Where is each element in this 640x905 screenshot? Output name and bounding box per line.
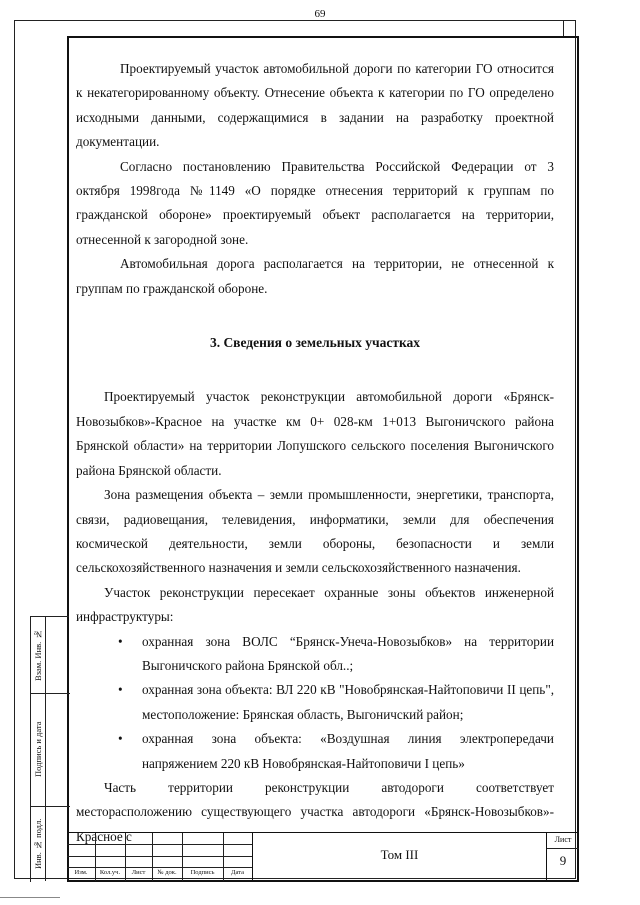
document-body bbox=[76, 57, 554, 849]
col-date: Дата bbox=[231, 869, 244, 876]
paragraph-3: Автомобильная дорога располагается на территории, не отнесенной к группам по гражданской обороне. bbox=[76, 256, 554, 296]
sheet-box bbox=[546, 833, 579, 881]
volume-label: Том III bbox=[380, 847, 419, 862]
col-change: Изм. bbox=[74, 869, 88, 876]
section-heading: 3. Сведения о земельных участках bbox=[209, 335, 421, 351]
title-block-center bbox=[252, 833, 546, 881]
list-item bbox=[76, 630, 554, 679]
col-count: Кол.уч. bbox=[99, 869, 121, 876]
side-stamp bbox=[30, 616, 69, 882]
col-sheet: Лист bbox=[131, 869, 146, 876]
sheet-label: Лист bbox=[554, 835, 572, 844]
col-doc-number: № док. bbox=[157, 869, 177, 876]
bullet-icon: • bbox=[118, 682, 123, 698]
bullet-list bbox=[76, 630, 554, 776]
list-item bbox=[76, 678, 554, 727]
list-item-text: охранная зона объекта: «Воздушная линия электропередачи напряжением 220 кВ Новобрянская-Найтоповичи I цепь» bbox=[142, 731, 554, 771]
paragraph-2: Согласно постановлению Правительства Российской Федерации от 3 октября 1998года №1149 «О порядке отнесения территорий к группам по гражданской обороне» проектируемый объект располагается на территории, отнесенной к загородной зоне. bbox=[76, 158, 554, 247]
list-item-text: охранная зона объекта: ВЛ 220 кВ "Новобрянская-Найтоповичи II цепь", местоположение: Брянская область, Выгоничский район; bbox=[142, 682, 554, 722]
page-number: 69 bbox=[314, 8, 326, 20]
bullet-icon: • bbox=[118, 633, 123, 649]
title-block bbox=[67, 832, 579, 882]
replacement-inventory-label: Взам. Инв. № bbox=[33, 629, 43, 681]
paragraph-5: Зона размещения объекта – земли промышленности, энергетики, транспорта, связи, радиовещания, телевидения, информатики, земли для обеспечения космической деятельности, земли обороны, безопасности и земли сельскохозяйственного назначения и земли сельскохозяйственного назначения. bbox=[76, 487, 554, 576]
paragraph-1: Проектируемый участок автомобильной дороги по категории ГО относится к некатегорированному объекту. Отнесение объекта к категории по ГО определено исходными данными, содержащимися в задании на разработку проектной документации. bbox=[76, 61, 554, 150]
paragraph-4: Проектируемый участок реконструкции автомобильной дороги «Брянск-Новозыбков»-Красное на участке км 0+ 028-км 1+013 Выгоничского района Брянской области» на территории Лопушского сельского поселения Выгоничского района Брянской области. bbox=[76, 389, 554, 478]
bullet-icon: • bbox=[118, 731, 123, 747]
paragraph-6: Участок реконструкции пересекает охранные зоны объектов инженерной инфраструктуры: bbox=[76, 584, 554, 625]
sheet-number: 9 bbox=[559, 853, 567, 868]
scan-edge-line bbox=[0, 897, 60, 898]
original-inventory-label: Инв. № подл. bbox=[33, 818, 43, 869]
col-signature: Подпись bbox=[190, 869, 215, 876]
corner-box bbox=[563, 21, 576, 37]
paragraph-7: Часть территории реконструкции автодороги соответствует месторасположению существующего участка автодороги «Брянск-Новозыбков»-Красное с bbox=[76, 779, 554, 844]
list-item-text: охранная зона ВОЛС “Брянск-Унеча-Новозыбков» на территории Выгоничского района Брянской обл..; bbox=[142, 633, 554, 673]
revision-table bbox=[67, 833, 252, 881]
list-item bbox=[76, 727, 554, 776]
signature-date-label: Подпись и дата bbox=[33, 721, 43, 778]
